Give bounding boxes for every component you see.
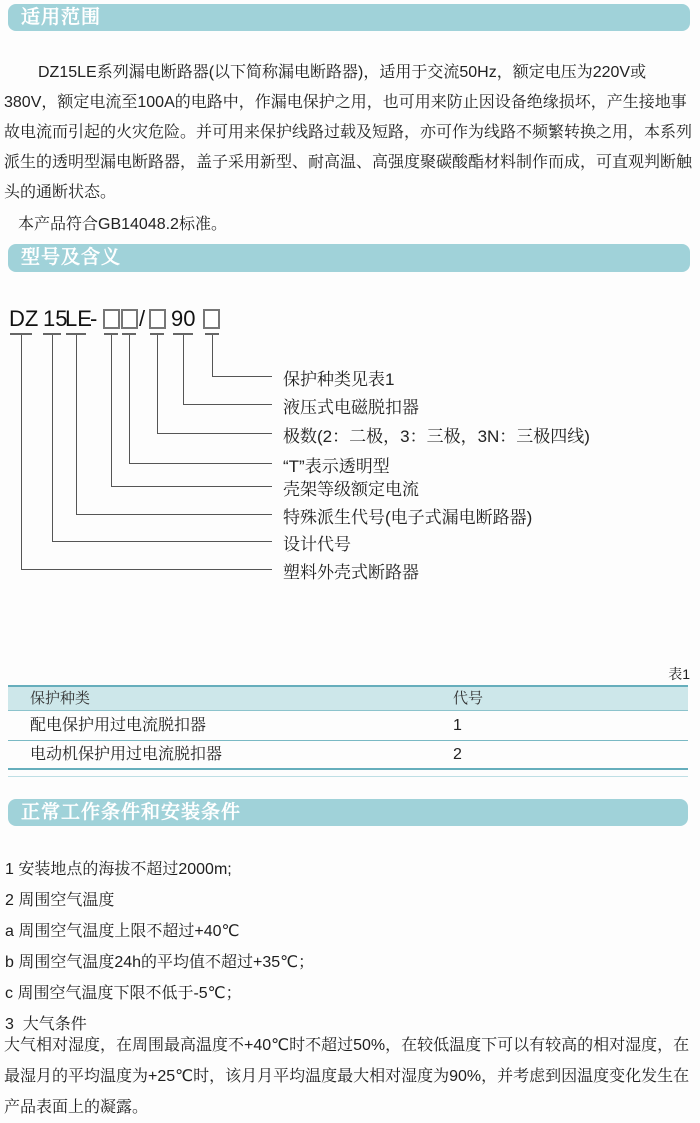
leader-hline-prefix	[21, 569, 272, 570]
diagram-label-transparent: “T”表示透明型	[283, 457, 390, 476]
diagram-label-special-derive: 特殊派生代号(电子式漏电断路器)	[283, 508, 533, 527]
condition-item-atmosphere: 3 大气条件	[5, 1016, 87, 1033]
leader-vline-design	[52, 335, 53, 541]
model-code-diagram	[0, 300, 700, 620]
section-title-conditions: 正常工作条件和安装条件	[21, 802, 242, 823]
table-header-row	[8, 685, 688, 711]
model-part-derive: LE	[65, 306, 92, 331]
leader-vline-box3	[157, 335, 158, 433]
model-blank-box-poles	[149, 309, 166, 329]
model-part-hydraulic: 90	[171, 306, 196, 331]
scope-paragraph-1: DZ15LE系列漏电断路器(以下简称漏电断路器)，适用于交流50Hz，额定电压为220V或380V，额定电流至100A的电路中，作漏电保护之用，也可用来防止因设备绝缘损坏，产生接地事故电流而引起的火灾危险。并可用来保护线路过载及短路，亦可作为线路不频繁转换之用，本系列派生的透明型漏电断路器，盖子采用新型、耐高温、高强度聚碳酸酯材料制作而成，可直观判断触头的通断状态。	[4, 64, 693, 201]
model-dash: -	[90, 306, 98, 331]
leader-hline-design	[52, 541, 272, 542]
leader-vline-box2	[129, 335, 130, 463]
model-part-prefix: DZ	[9, 306, 39, 331]
table-cell-kind: 电动机保护用过电流脱扣器	[30, 746, 223, 763]
scope-paragraph-2: 本产品符合GB14048.2标准。	[18, 216, 227, 233]
protection-kind-table	[8, 685, 688, 777]
table-cell-code: 2	[453, 746, 462, 763]
condition-item-temp-avg: b 周围空气温度24h的平均值不超过+35℃；	[5, 954, 315, 971]
condition-item-temp-lower: c 周围空气温度下限不低于-5℃；	[5, 985, 242, 1002]
leader-hline-box2	[129, 463, 272, 464]
condition-item-air-temp: 2 周围空气温度	[5, 892, 115, 909]
diagram-label-poles: 极数(2：二极，3：三极，3N：三极四线)	[283, 427, 590, 446]
table-row	[8, 711, 688, 741]
leader-hline-box1	[111, 486, 272, 487]
section-banner-model	[8, 244, 690, 272]
leader-hline-derive	[76, 514, 272, 515]
leader-hline-box3	[157, 433, 272, 434]
table-bottom-accent-line	[8, 776, 688, 777]
leader-hline-hydraulic	[183, 404, 272, 405]
leader-vline-box1	[111, 335, 112, 486]
section-title-model: 型号及含义	[21, 247, 122, 268]
model-blank-box-frame-current	[103, 309, 120, 329]
scope-text-block	[4, 58, 696, 240]
leader-vline-box4	[212, 335, 213, 376]
diagram-label-protection-kind: 保护种类见表1	[283, 370, 395, 389]
section-banner-scope	[8, 4, 690, 31]
leader-vline-prefix	[21, 335, 22, 569]
diagram-label-frame-current: 壳架等级额定电流	[283, 480, 419, 499]
condition-item-altitude: 1 安装地点的海拔不超过2000m;	[5, 861, 232, 878]
leader-vline-derive	[76, 335, 77, 514]
table-cell-kind: 配电保护用过电流脱扣器	[30, 717, 207, 734]
model-blank-box-protection	[203, 309, 220, 329]
model-part-design: 15	[43, 306, 68, 331]
table-header-code: 代号	[453, 690, 484, 707]
diagram-label-hydraulic-release: 液压式电磁脱扣器	[283, 398, 419, 417]
diagram-label-molded-case: 塑料外壳式断路器	[283, 563, 419, 582]
condition-item-temp-upper: a 周围空气温度上限不超过+40℃	[5, 923, 240, 940]
conditions-humidity-paragraph: 大气相对湿度，在周围最高温度不+40℃时不超过50%，在较低温度下可以有较高的相对湿度，在最湿月的平均温度为+25℃时，该月月平均温度最大相对湿度为90%，并考虑到因温度变化发生在产品表面上的凝露。	[4, 1037, 690, 1116]
conditions-list	[5, 854, 697, 1040]
model-blank-box-transparent	[121, 309, 138, 329]
diagram-label-design-code: 设计代号	[283, 535, 351, 554]
section-title-scope: 适用范围	[21, 7, 102, 28]
model-slash: /	[139, 306, 146, 331]
section-banner-conditions	[8, 799, 688, 826]
leader-vline-hydraulic	[183, 335, 184, 404]
table1-caption: 表1	[668, 666, 690, 682]
table-header-kind: 保护种类	[30, 690, 91, 707]
table-cell-code: 1	[453, 717, 462, 734]
leader-hline-box4	[212, 376, 272, 377]
table-row	[8, 741, 688, 770]
